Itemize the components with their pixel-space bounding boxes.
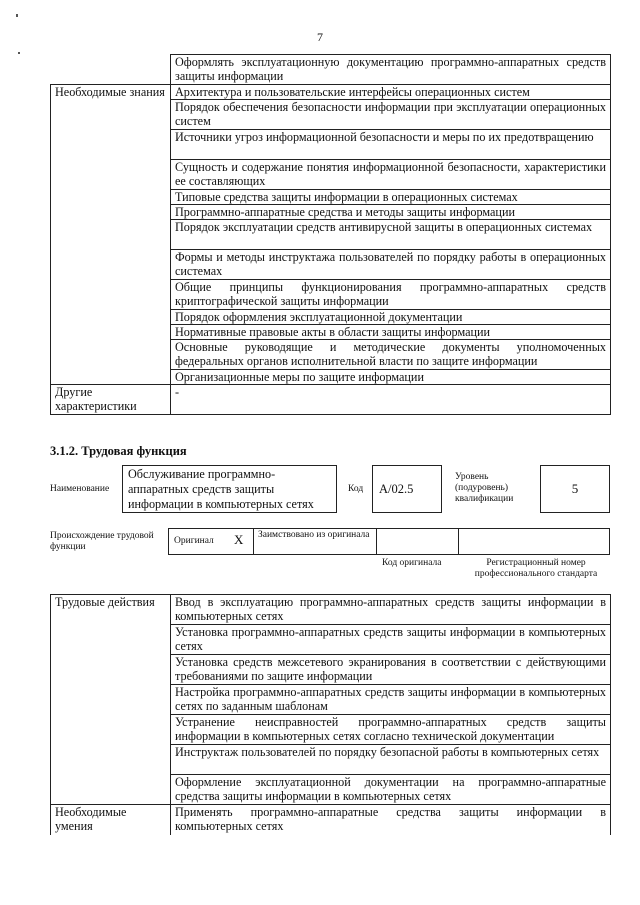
table-cell: Применять программно-аппаратные средства защиты информации в компьютерных сетях — [171, 805, 611, 835]
table-cell: - — [171, 385, 611, 415]
divider — [253, 528, 254, 555]
table-row — [51, 55, 611, 85]
table-cell: Источники угроз информационной безопасности и меры по их предотвращению — [171, 130, 611, 160]
table-cell: Организационные меры по защите информации — [171, 370, 611, 385]
table-cell: Оформление эксплуатационной документации на программно-аппаратные средства защиты информации в компьютерных сетях — [171, 775, 611, 805]
table-cell: Архитектура и пользовательские интерфейсы операционных систем — [171, 85, 611, 100]
table-row — [51, 85, 611, 100]
knowledge-table — [50, 54, 611, 415]
level-value: 5 — [540, 465, 610, 513]
table-cell: Установка программно-аппаратных средств защиты информации в компьютерных сетях — [171, 625, 611, 655]
reg-caption: Регистрационный номер профессионального стандарта — [474, 558, 598, 579]
actions-table — [50, 594, 611, 835]
table-cell: Порядок обеспечения безопасности информации при эксплуатации операционных систем — [171, 100, 611, 130]
table-cell: Нормативные правовые акты в области защиты информации — [171, 325, 611, 340]
table-cell: Порядок оформления эксплуатационной документации — [171, 310, 611, 325]
empty-cell — [51, 55, 171, 85]
table-row — [51, 385, 611, 415]
table-cell: Сущность и содержание понятия информационной безопасности, характеристики ее составляющих — [171, 160, 611, 190]
table-cell: Формы и методы инструктажа пользователей по порядку работы в операционных системах — [171, 250, 611, 280]
page-number: 7 — [317, 30, 323, 44]
divider — [458, 528, 459, 555]
original-label: Оригинал — [174, 536, 214, 546]
borrowed-label: Заимствовано из оригинала — [258, 530, 370, 540]
table-row — [51, 595, 611, 625]
table-cell: Порядок эксплуатации средств антивирусной защиты в операционных системах — [171, 220, 611, 250]
scan-mark — [18, 52, 20, 54]
table-cell: Инструктаж пользователей по порядку безопасной работы в компьютерных сетях — [171, 745, 611, 775]
level-label: Уровень (подуровень) квалификации — [455, 472, 514, 504]
actions-label: Трудовые действия — [51, 595, 171, 805]
name-label: Наименование — [50, 484, 110, 494]
table-row — [51, 805, 611, 835]
code-caption: Код оригинала — [382, 558, 442, 568]
table-cell: Оформлять эксплуатационную документацию программно-аппаратных средств защиты информации — [171, 55, 611, 85]
function-name: Обслуживание программно-аппаратных средств защиты информации в компьютерных сетях — [122, 465, 337, 513]
scan-mark — [16, 14, 18, 17]
table-cell: Настройка программно-аппаратных средств защиты информации в компьютерных сетях по заданным шаблонам — [171, 685, 611, 715]
table-cell: Типовые средства защиты информации в операционных системах — [171, 190, 611, 205]
function-code: A/02.5 — [372, 465, 442, 513]
original-mark: X — [234, 532, 244, 547]
origin-label: Происхождение трудовой функции — [50, 531, 154, 552]
table-cell: Установка средств межсетевого экранирования в соответствии с действующими требованиями по защите информации — [171, 655, 611, 685]
table-cell: Ввод в эксплуатацию программно-аппаратных средств защиты информации в компьютерных сетях — [171, 595, 611, 625]
divider — [376, 528, 377, 555]
table-cell: Устранение неисправностей программно-аппаратных средств защиты информации в компьютерных сетях согласно технической документации — [171, 715, 611, 745]
table-cell: Общие принципы функционирования программно-аппаратных средств криптографической защиты информации — [171, 280, 611, 310]
section-title: 3.1.2. Трудовая функция — [50, 444, 187, 458]
knowledge-label: Необходимые знания — [51, 85, 171, 385]
code-label: Код — [348, 484, 364, 494]
table-cell: Программно-аппаратные средства и методы защиты информации — [171, 205, 611, 220]
other-label: Другие характеристики — [51, 385, 171, 415]
skills-label: Необходимые умения — [51, 805, 171, 835]
table-cell: Основные руководящие и методические документы уполномоченных федеральных органов исполнительной власти по защите информации — [171, 340, 611, 370]
